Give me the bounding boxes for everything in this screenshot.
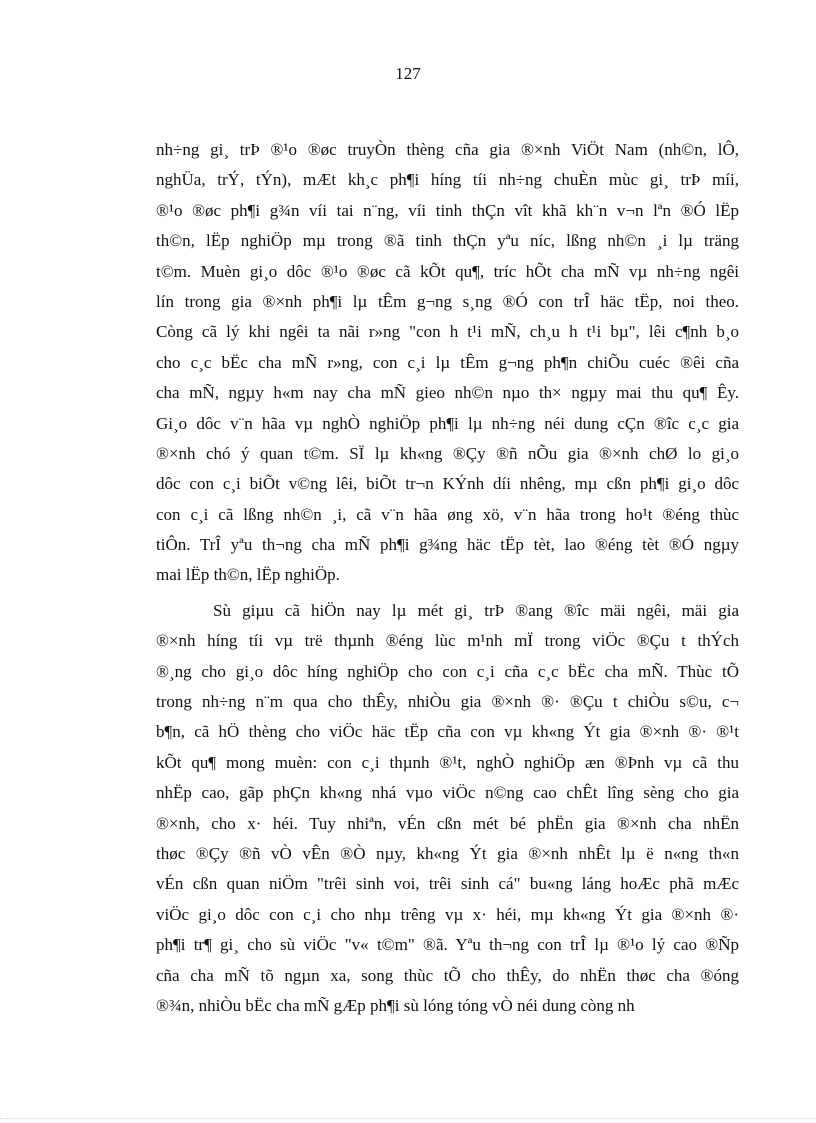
text-line: con c¸i cã lßng nh©n ¸i, cã v¨n hãa øng xö, v¨n hãa trong ho¹t ®éng thùc — [156, 504, 739, 524]
text-line: th©n, lËp nghiÖp mµ trong ®ã tinh thÇn yªu níc, lßng nh©n ¸i lµ träng — [156, 231, 739, 251]
text-line: vÉn cßn quan niÖm "trêi sinh voi, trêi sinh cá" bu«ng láng hoÆc phã mÆc — [156, 874, 739, 894]
text-line: lín trong gia ®×nh ph¶i lµ tÊm g¬ng s¸ng ®Ó con trÎ häc tËp, noi theo. — [156, 291, 739, 311]
text-line: Gi¸o dôc v¨n hãa vµ nghÒ nghiÖp ph¶i lµ nh÷ng néi dung cÇn ®îc c¸c gia — [156, 413, 739, 433]
paragraph — [156, 135, 739, 591]
text-line: b¶n, cã hÖ thèng cho viÖc häc tËp cña con vµ kh«ng Ýt gia ®×nh ®· ®¹t — [156, 722, 739, 742]
text-line: ®×nh híng tíi vµ trë thµnh ®éng lùc m¹nh mÏ trong viÖc ®Çu t thÝch — [156, 631, 739, 651]
text-line: nh÷ng gi¸ trÞ ®¹o ®øc truyÒn thèng cña gia ®×nh ViÖt Nam (nh©n, lÔ, — [156, 140, 739, 159]
paragraph — [156, 596, 739, 1021]
text-line: nhËp cao, gãp phÇn kh«ng nhá vµo viÖc n©ng cao chÊt lîng sèng cho gia — [156, 783, 739, 803]
text-line: dôc con c¸i biÕt v©ng lêi, biÕt tr¬n KÝnh díi nhêng, mµ cßn ph¶i gi¸o dôc — [156, 474, 739, 494]
body-text — [156, 135, 739, 1021]
text-line: ph¶i tr¶ gi¸ cho sù viÖc "v« t©m" ®ã. Yªu th¬ng con trÎ lµ ®¹o lý cao ®Ñp — [156, 935, 739, 955]
text-line: nghÜa, trÝ, tÝn), mÆt kh¸c ph¶i híng tíi nh÷ng chuÈn mùc gi¸ trÞ míi, — [156, 170, 739, 190]
text-line: kÕt qu¶ mong muèn: con c¸i thµnh ®¹t, nghÒ nghiÖp æn ®Þnh vµ cã thu — [156, 752, 739, 772]
text-line: cña cha mÑ tõ ngµn xa, song thùc tÕ cho thÊy, do nhËn thøc cha ®óng — [156, 965, 739, 985]
text-line: mai lËp th©n, lËp nghiÖp. — [156, 565, 340, 585]
text-line: tiÔn. TrÎ yªu th¬ng cha mÑ ph¶i g¾ng häc tËp tèt, lao ®éng tèt ®Ó ngµy — [156, 535, 739, 555]
page-number: 127 — [395, 64, 421, 83]
text-line: ®¾n, nhiÒu bËc cha mÑ gÆp ph¶i sù lóng tóng vÒ néi dung còng nh — [156, 995, 635, 1015]
page-bottom-edge — [0, 1118, 816, 1119]
text-line: ®×nh, cho x· héi. Tuy nhiªn, vÉn cßn mét bé phËn gia ®×nh cha nhËn — [156, 813, 739, 833]
text-line: trong nh÷ng n¨m qua cho thÊy, nhiÒu gia ®×nh ®· ®Çu t chiÒu s©u, c¬ — [156, 692, 739, 712]
text-line: t©m. Muèn gi¸o dôc ®¹o ®øc cã kÕt qu¶, tríc hÕt cha mÑ vµ nh÷ng ngêi — [156, 261, 739, 281]
text-line: cha mÑ, ngµy h«m nay cha mÑ gieo nh©n nµo th× ngµy mai thu qu¶ Êy. — [156, 383, 739, 403]
text-line: ®¹o ®øc ph¶i g¾n víi tai n¨ng, víi tinh thÇn vît khã kh¨n v¬n lªn ®Ó lËp — [156, 200, 739, 220]
text-line: Còng cã lý khi ngêi ta nãi r»ng "con h t¹i mÑ, ch¸u h t¹i bµ", lêi c¶nh b¸o — [156, 322, 739, 342]
text-line: cho c¸c bËc cha mÑ r»ng, con c¸i lµ tÊm g¬ng ph¶n chiÕu cuéc ®êi cña — [156, 352, 739, 372]
text-line: thøc ®Çy ®ñ vÒ vÊn ®Ò nµy, kh«ng Ýt gia ®×nh nhÊt lµ ë n«ng th«n — [156, 843, 739, 863]
text-line: Sù giµu cã hiÖn nay lµ mét gi¸ trÞ ®ang ®îc mäi ngêi, mäi gia — [213, 600, 739, 620]
text-line: viÖc gi¸o dôc con c¸i cho nhµ trêng vµ x· héi, mµ kh«ng Ýt gia ®×nh ®· — [156, 904, 739, 924]
text-line: ®¸ng cho gi¸o dôc híng nghiÖp cho con c¸i cña c¸c bËc cha mÑ. Thùc tÕ — [156, 661, 739, 681]
text-line: ®×nh chó ý quan t©m. SÏ lµ kh«ng ®Çy ®ñ nÕu gia ®×nh chØ lo gi¸o — [156, 443, 739, 463]
